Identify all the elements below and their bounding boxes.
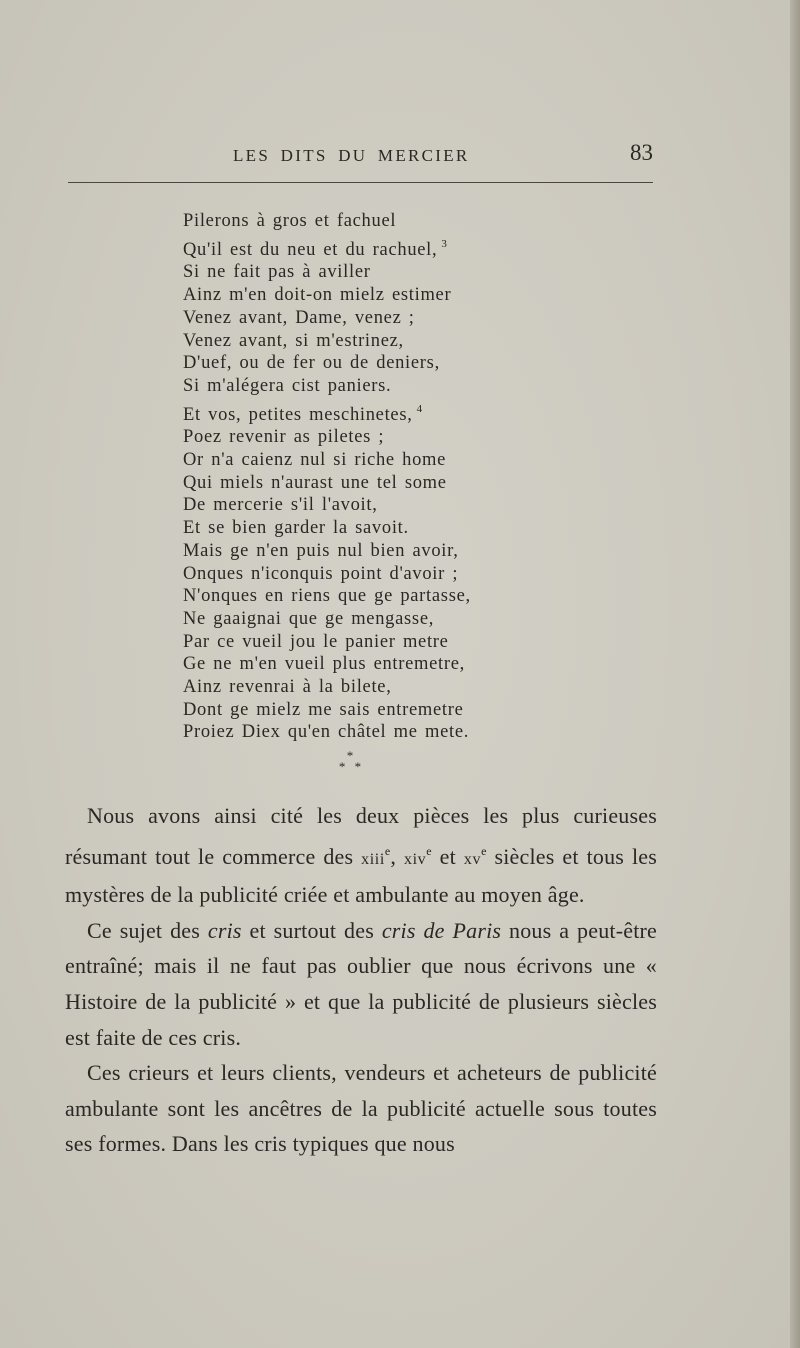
verse-line: Et vos, petites meschinetes, $^4$ <box>183 402 423 425</box>
century-14: xiv <box>404 850 427 868</box>
asterism-top: * <box>346 748 354 763</box>
footnote-marker: 3 <box>441 237 448 250</box>
verse-line: Ainz m'en doit-on mielz estimer <box>183 285 452 306</box>
verse-line: D'uef, ou de fer ou de deniers, <box>183 353 440 374</box>
p1-text-a: Nous avons ainsi cité les deux pièces les plus curieuses résumant tout le commerce des <box>65 803 657 869</box>
page-number: 83 <box>630 140 653 165</box>
p2-text-c: nous a peut-être entraîné; mais il ne faut pas oublier que nous écrivons une « Histoire de la publicité » et que la publicité de plusieurs siècles est faite de ces cris. <box>65 917 658 1050</box>
verse-line: Et se bien garder la savoit. <box>183 518 409 539</box>
verse-line: Dont ge mielz me sais entremetre <box>183 699 464 720</box>
header-rule <box>68 182 653 183</box>
p1-text-d: siècles et tous les mystères de la publicité criée et ambulante au moyen âge. <box>65 843 657 908</box>
verse-line: Qu'il est du neu et du rachuel, $^3$ <box>183 237 448 260</box>
asterism <box>320 750 380 772</box>
running-title: LES DITS DU MERCIER <box>233 146 470 165</box>
p2-italic-cris-de-paris: cris de Paris <box>381 917 502 943</box>
paragraph-1 <box>65 798 657 913</box>
p2-italic-cris: cris <box>207 917 242 943</box>
verse-line: Proiez Diex qu'en châtel me mete. <box>183 722 470 743</box>
verse-line: Pilerons à gros et fachuel <box>183 211 397 231</box>
verse-line: Si ne fait pas à aviller <box>183 262 371 283</box>
verse-line: Mais ge n'en puis nul bien avoir, <box>183 540 459 561</box>
p2-text-a: Ce sujet des <box>87 917 208 943</box>
superscript-e: e <box>384 843 391 858</box>
footnote-marker: 4 <box>416 402 423 415</box>
superscript-e: e <box>426 843 432 858</box>
verse-line: Si m'alégera cist paniers. <box>183 375 392 396</box>
p2-text-b: et surtout des <box>241 917 382 943</box>
asterism-bottom: * * <box>338 759 362 774</box>
superscript-e: e <box>481 843 487 858</box>
verse-line: De mercerie s'il l'avoit, <box>183 495 378 516</box>
century-15: xv <box>463 850 482 868</box>
p1-text-b: , <box>390 843 405 869</box>
verse-line: Ge ne m'en vueil plus entremetre, <box>183 654 465 675</box>
paragraph-2 <box>65 913 657 1055</box>
paragraph-3: Ces crieurs et leurs clients, vendeurs et acheteurs de publicité ambulante sont les ancêtres de la publicité actuelle sous toutes ses formes. Dans les cris typiques que nous <box>65 1060 657 1157</box>
page-header <box>68 140 653 170</box>
verse-line: Poez revenir as piletes ; <box>183 427 385 448</box>
verse-line: Ne gaaignai que ge mengasse, <box>183 608 435 629</box>
verse-line: Venez avant, Dame, venez ; <box>183 307 415 328</box>
verse-line: Or n'a caienz nul si riche home <box>183 450 447 471</box>
verse-line: Qui miels n'aurast une tel some <box>183 472 447 493</box>
poem-verse <box>183 210 471 744</box>
century-13: xiii <box>361 850 385 868</box>
p1-text-c: et <box>431 843 464 869</box>
verse-line: Venez avant, si m'estrinez, <box>183 330 404 351</box>
verse-line: Ainz revenrai à la bilete, <box>183 677 392 698</box>
page-edge <box>790 0 800 1348</box>
verse-line: Par ce vueil jou le panier metre <box>183 631 449 652</box>
verse-line: N'onques en riens que ge partasse, <box>183 586 471 607</box>
verse-line: Onques n'iconquis point d'avoir ; <box>183 563 459 584</box>
prose-body <box>65 798 657 1162</box>
